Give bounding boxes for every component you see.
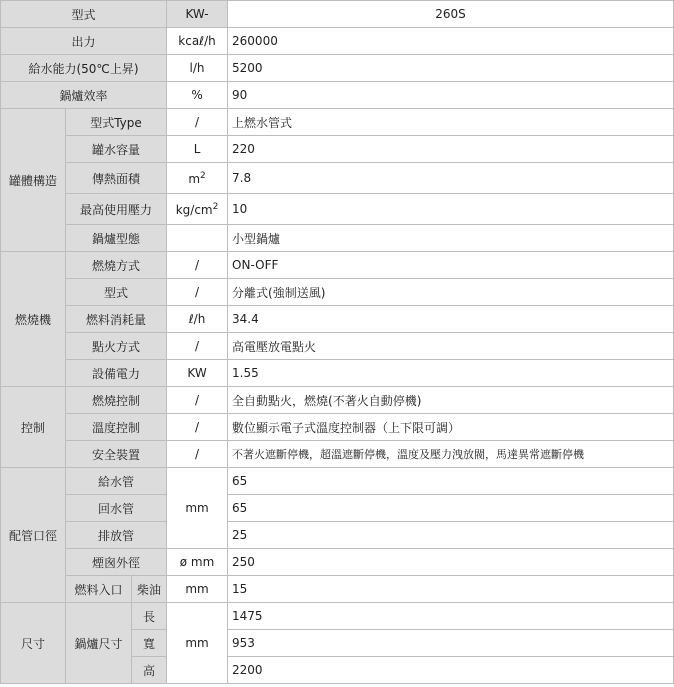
table-row: [1, 252, 674, 279]
table-row: [1, 194, 674, 225]
row-unit: ø mm: [167, 549, 228, 576]
row-value: 90: [228, 82, 674, 109]
table-row: [1, 522, 674, 549]
row-label: 傳熱面積: [66, 163, 167, 194]
row-unit: /: [167, 333, 228, 360]
row-label: 高: [132, 657, 167, 684]
unit-superscript: 2: [200, 170, 206, 181]
row-unit-merged: mm: [167, 603, 228, 684]
table-row: [1, 306, 674, 333]
row-label: 給水能力(50℃上昇): [1, 55, 167, 82]
row-unit: /: [167, 414, 228, 441]
row-label: 出力: [1, 28, 167, 55]
row-value: 小型鍋爐: [228, 225, 674, 252]
row-label: 排放管: [66, 522, 167, 549]
row-label: 鍋爐效率: [1, 82, 167, 109]
row-unit: ℓ/h: [167, 306, 228, 333]
header-model: 260S: [228, 1, 674, 28]
group-label-control: 控制: [1, 387, 66, 468]
row-unit: L: [167, 136, 228, 163]
table-row: [1, 82, 674, 109]
row-value: 65: [228, 468, 674, 495]
table-row: [1, 109, 674, 136]
row-value: 分離式(強制送風): [228, 279, 674, 306]
row-value: 15: [228, 576, 674, 603]
row-label: 鍋爐型態: [66, 225, 167, 252]
row-value: 1.55: [228, 360, 674, 387]
row-unit: [167, 163, 228, 194]
table-row: [1, 387, 674, 414]
row-value: 65: [228, 495, 674, 522]
row-sublabel: 柴油: [132, 576, 167, 603]
row-value: 全自動點火，燃燒(不著火自動停機): [228, 387, 674, 414]
table-row: [1, 136, 674, 163]
row-label: 最高使用壓力: [66, 194, 167, 225]
row-label: 設備電力: [66, 360, 167, 387]
row-value: 953: [228, 630, 674, 657]
group-label-structure: 罐體構造: [1, 109, 66, 252]
row-label: 長: [132, 603, 167, 630]
row-label: 煙囪外徑: [66, 549, 167, 576]
row-value: ON-OFF: [228, 252, 674, 279]
header-unit: KW-: [167, 1, 228, 28]
table-row: [1, 279, 674, 306]
row-unit: mm: [167, 576, 228, 603]
unit-superscript: 2: [212, 201, 219, 212]
row-unit-merged: mm: [167, 468, 228, 549]
row-label: 點火方式: [66, 333, 167, 360]
row-value: 5200: [228, 55, 674, 82]
row-label: 燃料入口: [66, 576, 132, 603]
table-row: [1, 163, 674, 194]
row-unit: /: [167, 109, 228, 136]
table-row: [1, 225, 674, 252]
header-row: [1, 1, 674, 28]
row-unit: [167, 194, 228, 225]
row-label: 罐水容量: [66, 136, 167, 163]
table-row: [1, 333, 674, 360]
row-label: 溫度控制: [66, 414, 167, 441]
row-label: 型式: [66, 279, 167, 306]
group-label-piping: 配管口徑: [1, 468, 66, 603]
row-label: 燃燒方式: [66, 252, 167, 279]
group-label-dimensions: 尺寸: [1, 603, 66, 684]
row-unit: /: [167, 387, 228, 414]
row-unit: l/h: [167, 55, 228, 82]
row-unit: /: [167, 441, 228, 468]
table-row: [1, 603, 674, 630]
row-value: 高電壓放電點火: [228, 333, 674, 360]
table-row: [1, 28, 674, 55]
table-row: [1, 55, 674, 82]
row-value: 10: [228, 194, 674, 225]
table-row: [1, 468, 674, 495]
unit-text: m: [188, 171, 201, 186]
table-row: [1, 549, 674, 576]
table-row: [1, 441, 674, 468]
header-label: 型式: [1, 1, 167, 28]
row-value: 260000: [228, 28, 674, 55]
row-value: 2200: [228, 657, 674, 684]
row-value: 數位顯示電子式溫度控制器（上下限可調）: [228, 414, 674, 441]
row-value: 上燃水管式: [228, 109, 674, 136]
unit-text: kg/cm: [175, 202, 213, 217]
table-row: [1, 576, 674, 603]
row-label: 給水管: [66, 468, 167, 495]
table-row: [1, 360, 674, 387]
row-value: 7.8: [228, 163, 674, 194]
row-label: 燃料消耗量: [66, 306, 167, 333]
row-unit: kcaℓ/h: [167, 28, 228, 55]
sub-group-label: 鍋爐尺寸: [66, 603, 132, 684]
table-row: [1, 414, 674, 441]
table-row: [1, 495, 674, 522]
row-label: 燃燒控制: [66, 387, 167, 414]
row-label: 寬: [132, 630, 167, 657]
row-value: 25: [228, 522, 674, 549]
row-unit: /: [167, 252, 228, 279]
row-value: 34.4: [228, 306, 674, 333]
row-label: 型式Type: [66, 109, 167, 136]
row-unit: [167, 225, 228, 252]
row-value: 不著火遮斷停機，超溫遮斷停機，溫度及壓力洩放閥，馬達異常遮斷停機: [228, 441, 674, 468]
row-label: 安全裝置: [66, 441, 167, 468]
group-label-burner: 燃燒機: [1, 252, 66, 387]
row-unit: KW: [167, 360, 228, 387]
row-unit: %: [167, 82, 228, 109]
row-value: 250: [228, 549, 674, 576]
row-value: 1475: [228, 603, 674, 630]
row-value: 220: [228, 136, 674, 163]
row-label: 回水管: [66, 495, 167, 522]
row-unit: /: [167, 279, 228, 306]
